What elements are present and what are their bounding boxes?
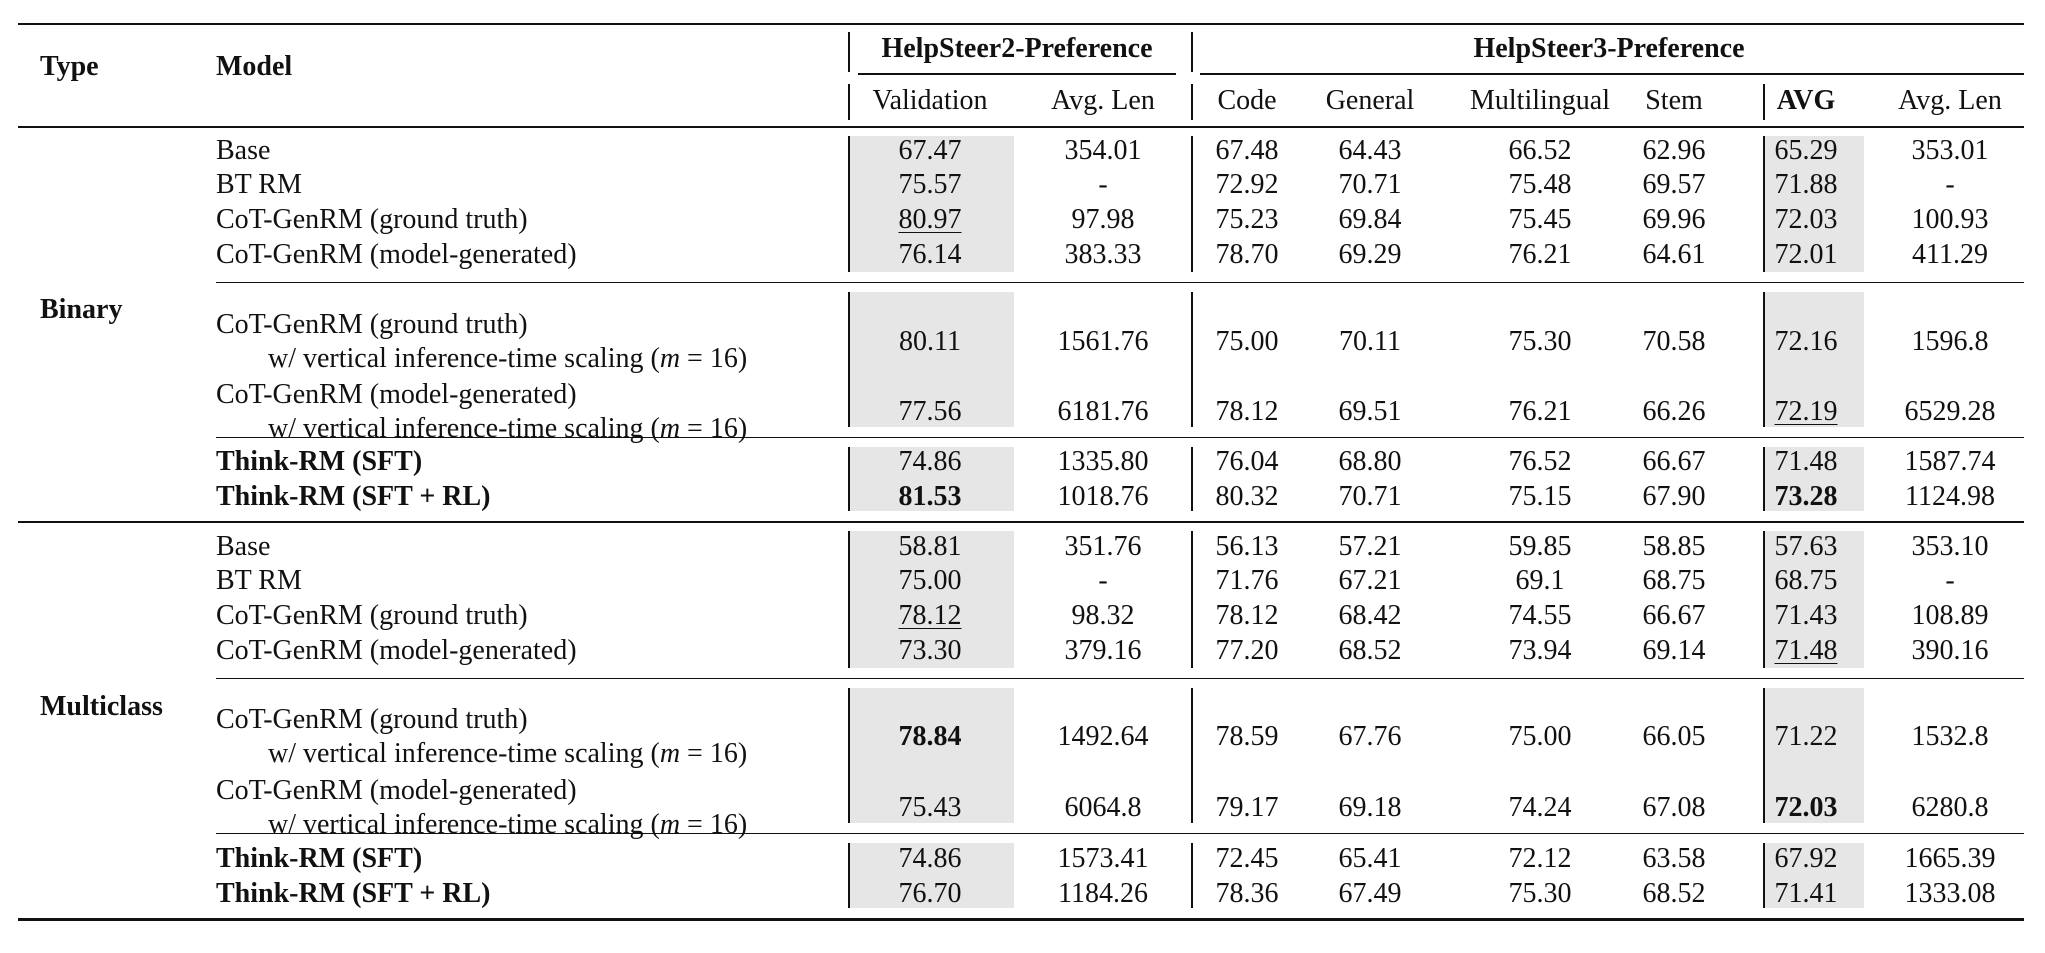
table-cell: 67.08 <box>1642 792 1706 823</box>
table-cell: 58.81 <box>898 531 962 562</box>
header-col-1: Avg. Len <box>1051 85 1155 116</box>
table-cell: 59.85 <box>1508 531 1572 562</box>
table-cell: 78.12 <box>898 600 962 631</box>
header-col-7: Avg. Len <box>1898 85 2002 116</box>
table-cell: 1018.76 <box>1057 481 1149 512</box>
eq-text: = 16) <box>680 738 748 769</box>
table-cell: 6280.8 <box>1911 792 1989 823</box>
header-col-2: Code <box>1217 85 1277 116</box>
model-subtitle <box>268 737 747 771</box>
model-name: CoT-GenRM (ground truth) <box>216 204 528 235</box>
group-rule <box>216 678 2024 679</box>
table-cell: 57.63 <box>1774 531 1838 562</box>
model-name: Think-RM (SFT + RL) <box>216 481 491 512</box>
table-cell: 75.23 <box>1215 204 1279 235</box>
table-cell: 81.53 <box>898 481 962 512</box>
model-name: Base <box>216 531 271 562</box>
table-cell: 383.33 <box>1064 239 1142 270</box>
model-name: CoT-GenRM (model-generated) <box>216 379 577 410</box>
table-cell: 78.70 <box>1215 239 1279 270</box>
table-cell: 76.21 <box>1508 239 1572 270</box>
sub-text: w/ vertical inference-time scaling ( <box>268 343 660 374</box>
table-cell: 57.21 <box>1338 531 1402 562</box>
table-cell: 68.75 <box>1774 565 1838 596</box>
table-cell: 68.80 <box>1338 446 1402 477</box>
var-m: m <box>659 738 681 769</box>
table-cell: 72.03 <box>1774 792 1838 823</box>
table-cell: 1335.80 <box>1057 446 1149 477</box>
table-cell: 65.29 <box>1774 135 1838 166</box>
table-cell: 67.49 <box>1338 878 1402 909</box>
table-cell: 73.94 <box>1508 635 1572 666</box>
table-cell: 75.00 <box>898 565 962 596</box>
model-name: CoT-GenRM (model-generated) <box>216 775 577 806</box>
section-type-multiclass: Multiclass <box>40 691 163 722</box>
table-cell: 64.43 <box>1338 135 1402 166</box>
table-cell: 72.92 <box>1215 169 1279 200</box>
header-model: Model <box>216 51 293 82</box>
table-cell: 67.21 <box>1338 565 1402 596</box>
table-cell: 69.84 <box>1338 204 1402 235</box>
table-cell: 66.05 <box>1642 721 1706 752</box>
table-cell: 72.03 <box>1774 204 1838 235</box>
table-cell: 69.96 <box>1642 204 1706 235</box>
table-cell: 76.21 <box>1508 396 1572 427</box>
table-cell: 66.52 <box>1508 135 1572 166</box>
model-name: CoT-GenRM (model-generated) <box>216 635 577 666</box>
table-cell: 100.93 <box>1911 204 1989 235</box>
table-cell: 1124.98 <box>1905 481 1995 512</box>
eq-text: = 16) <box>680 343 748 374</box>
table-cell: 6529.28 <box>1904 396 1996 427</box>
table-cell: 75.30 <box>1508 878 1572 909</box>
table-cell: 6064.8 <box>1064 792 1142 823</box>
header-col-4: Multilingual <box>1470 85 1610 116</box>
header-rule <box>18 126 2024 128</box>
section-type-binary: Binary <box>40 294 123 325</box>
table-cell: 71.48 <box>1774 446 1838 477</box>
table-cell: 353.01 <box>1911 135 1989 166</box>
vsep-header-2 <box>1191 84 1193 120</box>
eq-text: = 16) <box>680 809 748 840</box>
top-rule <box>18 23 2024 25</box>
header-col-6: AVG <box>1776 85 1836 116</box>
model-name: BT RM <box>216 565 302 596</box>
table-cell: 56.13 <box>1215 531 1279 562</box>
table-cell: 67.48 <box>1215 135 1279 166</box>
table-cell: 379.16 <box>1064 635 1142 666</box>
model-name: Think-RM (SFT + RL) <box>216 878 491 909</box>
model-name: BT RM <box>216 169 302 200</box>
section-rule <box>18 521 2024 523</box>
model-subtitle <box>268 808 747 842</box>
table-cell: 78.12 <box>1215 396 1279 427</box>
table-cell: 77.20 <box>1215 635 1279 666</box>
table-cell: 97.98 <box>1071 204 1135 235</box>
table-cell: 1665.39 <box>1904 843 1996 874</box>
table-cell: 80.11 <box>899 326 961 357</box>
table-cell: 72.12 <box>1508 843 1572 874</box>
table-cell: 67.47 <box>898 135 962 166</box>
table-cell: 72.45 <box>1215 843 1279 874</box>
table-cell: 75.30 <box>1508 326 1572 357</box>
header-helpsteer2: HelpSteer2-Preference <box>881 33 1153 64</box>
model-subtitle <box>268 342 747 376</box>
table-cell: 73.30 <box>898 635 962 666</box>
table-cell: 75.45 <box>1508 204 1572 235</box>
table-cell: 75.48 <box>1508 169 1572 200</box>
table-cell: 73.28 <box>1774 481 1838 512</box>
eq-text: = 16) <box>680 413 748 444</box>
table-cell: 80.97 <box>898 204 962 235</box>
model-name: CoT-GenRM (ground truth) <box>216 600 528 631</box>
table-cell: 80.32 <box>1215 481 1279 512</box>
table-cell: - <box>1945 169 1955 200</box>
table-cell: 75.43 <box>898 792 962 823</box>
table-cell: 6181.76 <box>1057 396 1149 427</box>
table-cell: 72.16 <box>1774 326 1838 357</box>
sub-text: w/ vertical inference-time scaling ( <box>268 809 660 840</box>
header-col-0: Validation <box>872 85 988 116</box>
table-cell: 351.76 <box>1064 531 1142 562</box>
table-cell: 354.01 <box>1064 135 1142 166</box>
table-cell: 71.41 <box>1774 878 1838 909</box>
table-cell: - <box>1098 169 1108 200</box>
table-cell: 78.84 <box>898 721 962 752</box>
table-cell: 69.14 <box>1642 635 1706 666</box>
sub-text: w/ vertical inference-time scaling ( <box>268 738 660 769</box>
table-cell: 67.92 <box>1774 843 1838 874</box>
table-cell: 1333.08 <box>1904 878 1996 909</box>
table-cell: 1587.74 <box>1904 446 1996 477</box>
table-cell: 72.01 <box>1774 239 1838 270</box>
table-cell: 70.71 <box>1338 481 1402 512</box>
header-helpsteer3: HelpSteer3-Preference <box>1473 33 1745 64</box>
table-cell: 74.86 <box>898 446 962 477</box>
table-cell: 78.36 <box>1215 878 1279 909</box>
model-name: Think-RM (SFT) <box>216 446 423 477</box>
group-rule <box>216 282 2024 283</box>
table-cell: 68.52 <box>1642 878 1706 909</box>
table-cell: 71.48 <box>1774 635 1838 666</box>
table-cell: 79.17 <box>1215 792 1279 823</box>
table-cell: 70.71 <box>1338 169 1402 200</box>
table-cell: 98.32 <box>1071 600 1135 631</box>
table-cell: 71.22 <box>1774 721 1838 752</box>
table-cell: 76.14 <box>898 239 962 270</box>
table-cell: 1184.26 <box>1058 878 1148 909</box>
table-cell: 67.90 <box>1642 481 1706 512</box>
vsep-header-1 <box>848 84 850 120</box>
header-type: Type <box>40 51 99 82</box>
table-cell: 69.18 <box>1338 792 1402 823</box>
table-cell: 68.52 <box>1338 635 1402 666</box>
table-cell: 64.61 <box>1642 239 1706 270</box>
table-cell: 66.26 <box>1642 396 1706 427</box>
table-cell: 66.67 <box>1642 446 1706 477</box>
table-cell: 66.67 <box>1642 600 1706 631</box>
table-cell: 1532.8 <box>1911 721 1989 752</box>
table-cell: 70.58 <box>1642 326 1706 357</box>
table-cell: 76.52 <box>1508 446 1572 477</box>
table-cell: 76.70 <box>898 878 962 909</box>
table-cell: 71.76 <box>1215 565 1279 596</box>
table-cell: 74.24 <box>1508 792 1572 823</box>
table-cell: 76.04 <box>1215 446 1279 477</box>
table-cell: 1561.76 <box>1057 326 1149 357</box>
bottom-rule <box>18 918 2024 921</box>
table-cell: 74.55 <box>1508 600 1572 631</box>
model-name: CoT-GenRM (model-generated) <box>216 239 577 270</box>
table-cell: 74.86 <box>898 843 962 874</box>
model-name: CoT-GenRM (ground truth) <box>216 704 528 735</box>
table-cell: 72.19 <box>1774 396 1838 427</box>
var-m: m <box>659 809 681 840</box>
table-cell: 71.88 <box>1774 169 1838 200</box>
table-cell: 65.41 <box>1338 843 1402 874</box>
hs3-cmidrule <box>1200 73 2024 75</box>
table-cell: 1573.41 <box>1057 843 1149 874</box>
table-cell: 390.16 <box>1911 635 1989 666</box>
var-m: m <box>659 343 681 374</box>
table-cell: 68.75 <box>1642 565 1706 596</box>
table-cell: 63.58 <box>1642 843 1706 874</box>
table-cell: 1492.64 <box>1057 721 1149 752</box>
table-cell: 353.10 <box>1911 531 1989 562</box>
header-col-5: Stem <box>1645 85 1703 116</box>
table-cell: 75.00 <box>1215 326 1279 357</box>
model-name: Base <box>216 135 271 166</box>
var-m: m <box>659 413 681 444</box>
table-cell: - <box>1098 565 1108 596</box>
table-cell: 75.15 <box>1508 481 1572 512</box>
vsep-header-top-2 <box>1191 32 1193 72</box>
hs2-cmidrule <box>858 73 1176 75</box>
table-cell: 62.96 <box>1642 135 1706 166</box>
table-cell: 75.00 <box>1508 721 1572 752</box>
table-cell: 411.29 <box>1912 239 1988 270</box>
table-cell: 108.89 <box>1911 600 1989 631</box>
table-cell: 68.42 <box>1338 600 1402 631</box>
vsep-header-top-1 <box>848 32 850 72</box>
table-cell: 69.51 <box>1338 396 1402 427</box>
model-subtitle <box>268 412 747 446</box>
table-cell: 78.12 <box>1215 600 1279 631</box>
model-name: CoT-GenRM (ground truth) <box>216 309 528 340</box>
table-cell: 78.59 <box>1215 721 1279 752</box>
table-cell: 70.11 <box>1339 326 1401 357</box>
sub-text: w/ vertical inference-time scaling ( <box>268 413 660 444</box>
table-cell: 1596.8 <box>1911 326 1989 357</box>
table-cell: - <box>1945 565 1955 596</box>
model-name: Think-RM (SFT) <box>216 843 423 874</box>
table-cell: 58.85 <box>1642 531 1706 562</box>
table-cell: 67.76 <box>1338 721 1402 752</box>
table-cell: 75.57 <box>898 169 962 200</box>
vsep-header-3 <box>1763 84 1765 120</box>
header-col-3: General <box>1325 85 1415 116</box>
table-cell: 77.56 <box>898 396 962 427</box>
table-cell: 69.57 <box>1642 169 1706 200</box>
table-cell: 69.1 <box>1515 565 1565 596</box>
table-cell: 71.43 <box>1774 600 1838 631</box>
table-cell: 69.29 <box>1338 239 1402 270</box>
